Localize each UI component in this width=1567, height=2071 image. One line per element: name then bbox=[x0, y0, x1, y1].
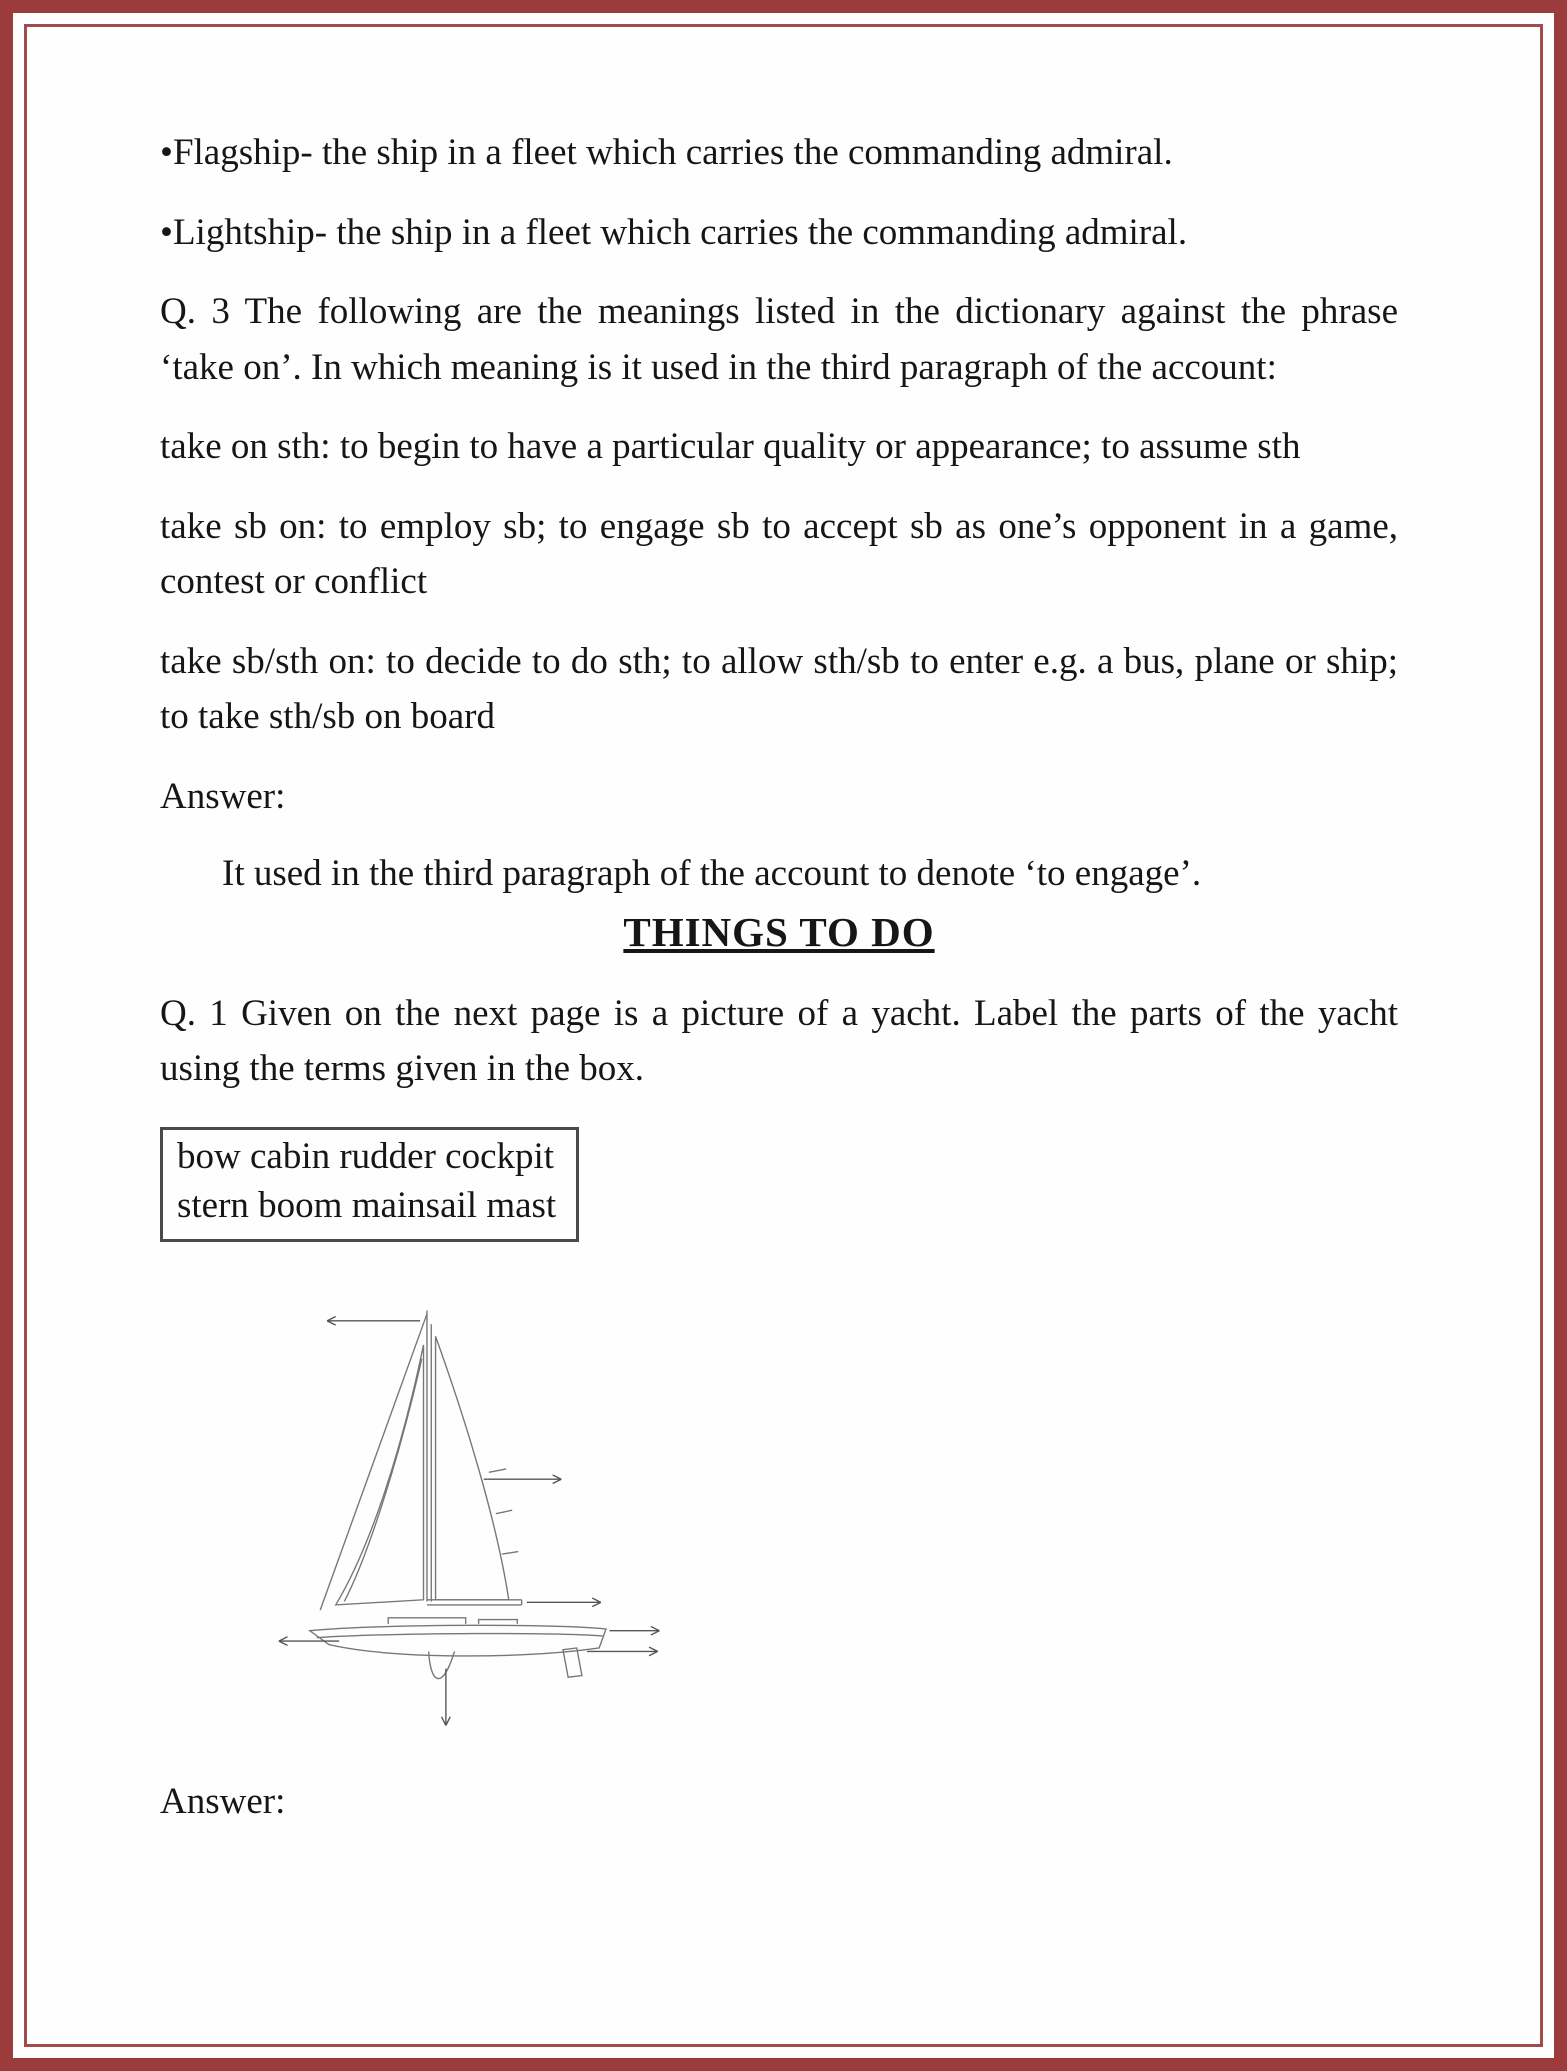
question-1: Q. 1 Given on the next page is a picture of a yacht. Label the parts of the yacht using the terms given in the box. bbox=[160, 992, 1398, 1089]
meaning-take-sb-on: take sb on: to employ sb; to engage sb to accept sb as one’s opponent in a game, contest or conflict bbox=[160, 505, 1398, 602]
page-content bbox=[24, 24, 1543, 2047]
mainsail bbox=[436, 1337, 519, 1600]
meaning-take-on-sth: take on sth: to begin to have a particular quality or appearance; to assume sth bbox=[160, 426, 1301, 467]
hull bbox=[310, 1618, 606, 1656]
terms-line-1: bow cabin rudder cockpit bbox=[177, 1135, 555, 1177]
answer-label-q1: Answer: bbox=[160, 1781, 286, 1823]
boom-lines bbox=[427, 1600, 522, 1605]
definition-lightship: •Lightship- the ship in a fleet which carries the commanding admiral. bbox=[160, 211, 1188, 253]
terms-line-2: stern boom mainsail mast bbox=[177, 1185, 557, 1227]
mainsail-arrow bbox=[484, 1475, 561, 1484]
stern-arrow bbox=[609, 1627, 659, 1636]
answer-text-q3: It used in the third paragraph of the account to denote ‘to engage’. bbox=[222, 853, 1202, 894]
yacht-diagram bbox=[272, 1300, 1398, 1748]
terms-box bbox=[160, 1127, 579, 1243]
yacht-drawing-icon bbox=[272, 1300, 668, 1748]
definition-flagship: •Flagship- the ship in a fleet which carries the commanding admiral. bbox=[160, 132, 1173, 173]
things-to-do-heading-text: THINGS TO DO bbox=[623, 908, 935, 955]
mast-lines bbox=[427, 1311, 431, 1602]
forestay-line bbox=[320, 1314, 427, 1610]
meaning-take-sb-sth-on: take sb/sth on: to decide to do sth; to allow sth/sb to enter e.g. a bus, plane or ship; to take sth/sb on board bbox=[160, 640, 1398, 737]
boom-arrow bbox=[527, 1598, 601, 1607]
jib-sail bbox=[336, 1345, 424, 1605]
bow-arrow bbox=[279, 1637, 339, 1646]
answer-label-q3: Answer: bbox=[160, 775, 286, 817]
mast-arrow bbox=[327, 1317, 420, 1326]
question-3: Q. 3 The following are the meanings listed in the dictionary against the phrase ‘take on’. In which meaning is it used in the third paragraph of the account: bbox=[160, 291, 1398, 388]
things-to-do-heading bbox=[160, 908, 1398, 956]
